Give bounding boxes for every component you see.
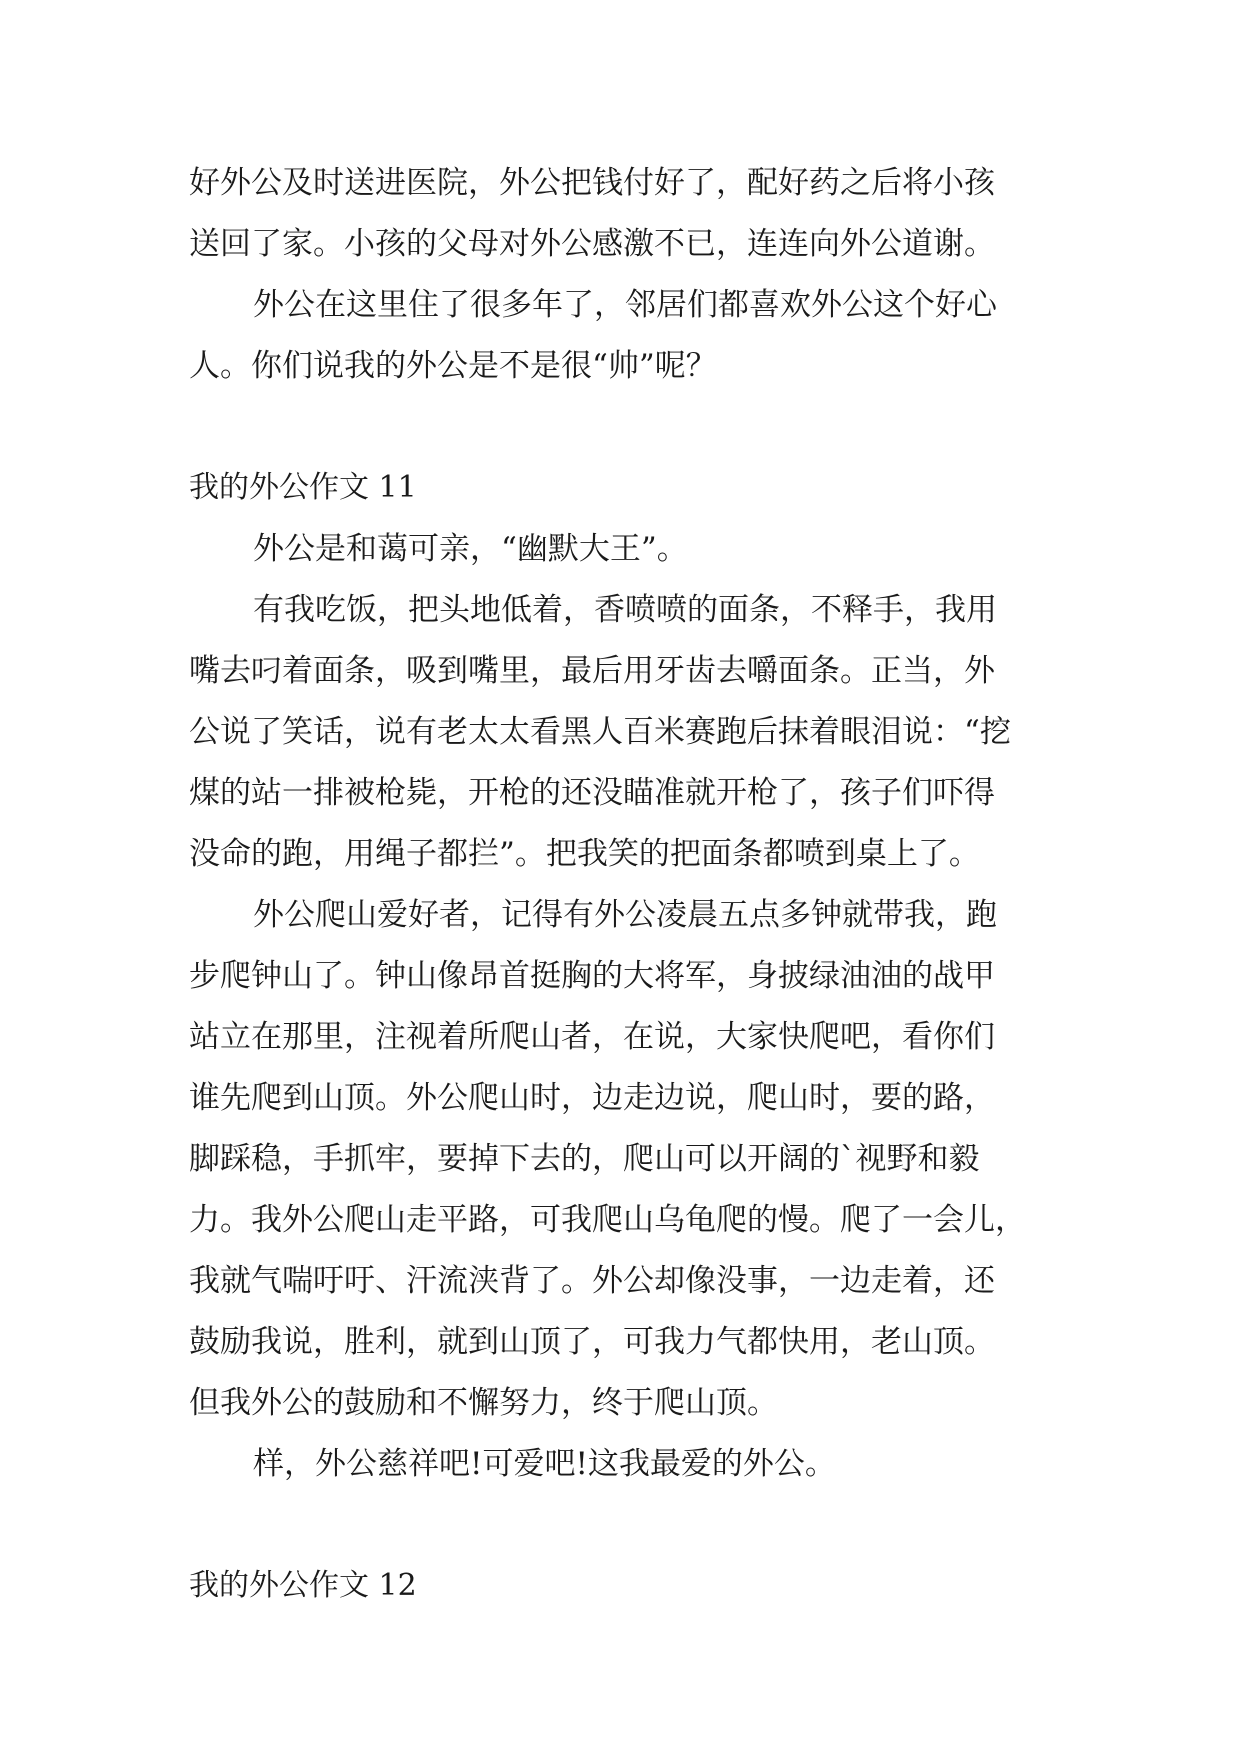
paragraph-line: 站立在那里，注视着所爬山者，在说，大家快爬吧，看你们 <box>189 1019 995 1055</box>
paragraph-line: 样，外公慈祥吧!可爱吧!这我最爱的外公。 <box>253 1446 836 1482</box>
paragraph-line: 鼓励我说，胜利，就到山顶了，可我力气都快用，老山顶。 <box>189 1324 995 1360</box>
essay-heading: 我的外公作文 11 <box>189 470 417 505</box>
paragraph-line: 但我外公的鼓励和不懈努力，终于爬山顶。 <box>189 1385 778 1421</box>
paragraph-line: 外公是和蔼可亲，“幽默大王”。 <box>253 531 688 567</box>
paragraph-line: 步爬钟山了。钟山像昂首挺胸的大将军，身披绿油油的战甲 <box>189 958 995 994</box>
paragraph-line: 脚踩稳，手抓牢，要掉下去的，爬山可以开阔的`视野和毅 <box>189 1141 980 1177</box>
paragraph-line: 没命的跑，用绳子都拦”。把我笑的把面条都喷到桌上了。 <box>189 836 980 872</box>
paragraph-line: 外公爬山爱好者，记得有外公凌晨五点多钟就带我，跑 <box>253 897 997 933</box>
paragraph-line: 力。我外公爬山走平路，可我爬山乌龟爬的慢。爬了一会儿， <box>189 1202 1026 1238</box>
paragraph-line: 我就气喘吁吁、汗流浃背了。外公却像没事，一边走着，还 <box>189 1263 995 1299</box>
paragraph-line: 谁先爬到山顶。外公爬山时，边走边说，爬山时，要的路， <box>189 1080 995 1116</box>
paragraph-line: 有我吃饭，把头地低着，香喷喷的面条，不释手，我用 <box>253 592 997 628</box>
essay-heading: 我的外公作文 12 <box>189 1568 417 1603</box>
paragraph-line: 煤的站一排被枪毙，开枪的还没瞄准就开枪了，孩子们吓得 <box>189 775 995 811</box>
paragraph-line: 人。你们说我的外公是不是很“帅”呢？ <box>189 348 717 384</box>
paragraph-line: 嘴去叼着面条，吸到嘴里，最后用牙齿去嚼面条。正当，外 <box>189 653 995 689</box>
paragraph-line: 好外公及时送进医院，外公把钱付好了，配好药之后将小孩 <box>189 165 995 201</box>
paragraph-line: 送回了家。小孩的父母对外公感激不已，连连向外公道谢。 <box>189 226 995 262</box>
paragraph-line: 外公在这里住了很多年了，邻居们都喜欢外公这个好心 <box>253 287 997 323</box>
paragraph-line: 公说了笑话，说有老太太看黑人百米赛跑后抹着眼泪说：“挖 <box>189 714 1011 750</box>
